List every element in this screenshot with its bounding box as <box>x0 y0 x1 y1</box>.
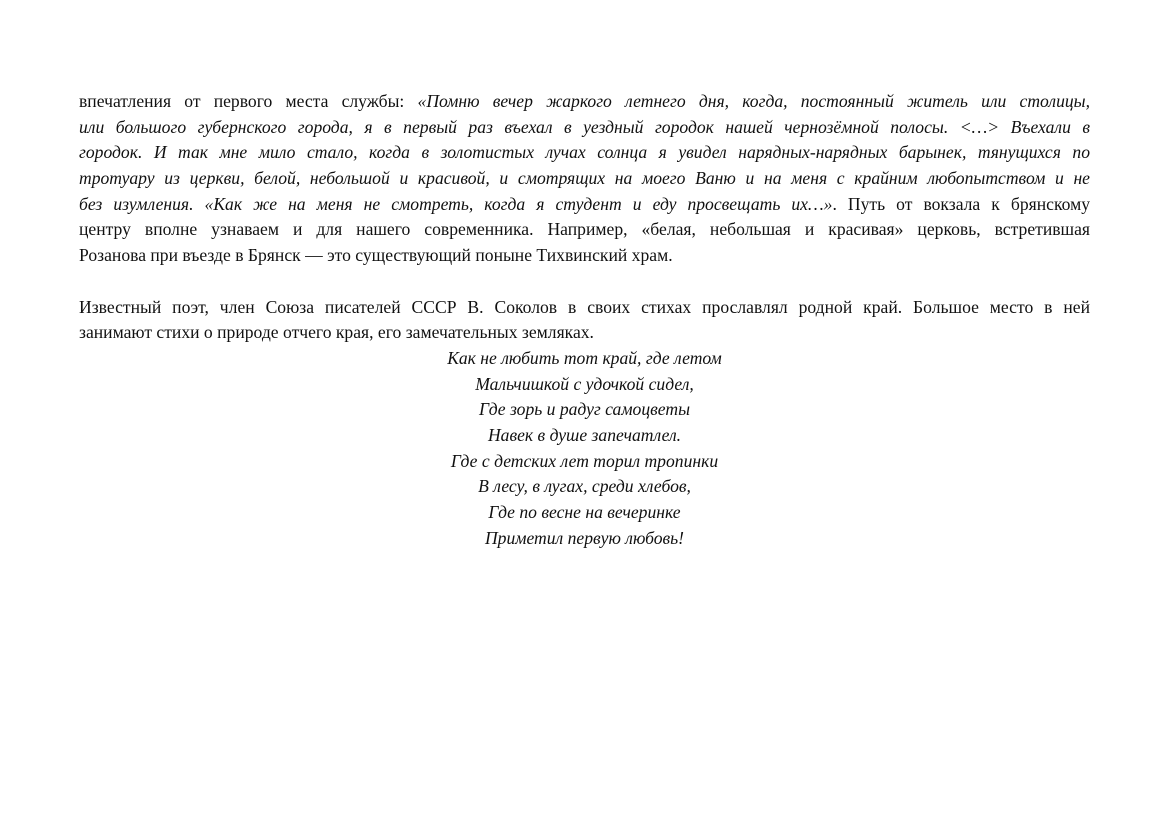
text-line <box>79 243 1090 269</box>
poem-stanza <box>79 346 1090 552</box>
poem-verse: Навек в душе запечатлел. <box>487 424 682 445</box>
poem-verse: Мальчишкой с удочкой сидел, <box>475 373 694 394</box>
poem-verse: В лесу, в лугах, среди хлебов, <box>478 476 691 497</box>
text-run-italic: городок. И так мне мило стало, когда в золотистых лучах солнца я увидел нарядных-нарядных барынек, тянущихся по <box>79 142 1090 163</box>
text-run: Розанова при въезде в Брянск — это существующий поныне Тихвинский храм. <box>79 245 673 266</box>
text-run: . Путь от вокзала к брянскому <box>832 193 1090 214</box>
paragraph-rozanov-quote <box>79 89 1090 269</box>
text-line <box>79 140 1090 166</box>
text-run-italic: без изумления. «Как же на меня не смотреть, когда я студент и еду просвещать их…» <box>79 193 833 214</box>
paragraph-spacer <box>79 269 1090 295</box>
text-line <box>79 217 1090 243</box>
poem-verse: Где с детских лет торил тропинки <box>450 450 719 471</box>
text-line: Известный поэт, член Союза писателей СССР В. Соколов в своих стихах прославлял родной край. Большое место в ней <box>79 296 1090 317</box>
poem-verse: Где зорь и радуг самоцветы <box>479 399 690 420</box>
text-line: занимают стихи о природе отчего края, его замечательных земляках. <box>79 322 594 343</box>
document-page <box>79 89 1090 551</box>
text-line <box>79 192 1090 218</box>
text-run: впечатления от первого места службы: <box>79 91 418 111</box>
text-line <box>79 89 1090 115</box>
text-run-italic: «Помню вечер жаркого летнего дня, когда, постоянный житель или столицы, <box>417 91 1090 111</box>
poem-verse: Как не любить тот край, где летом <box>447 347 722 368</box>
poem-verse: Приметил первую любовь! <box>484 527 685 548</box>
text-run-italic: тротуару из церкви, белой, небольшой и красивой, и смотрящих на моего Ваню и на меня с крайним любопытством и не <box>79 168 1090 189</box>
paragraph-sokolov <box>79 295 1090 346</box>
text-line <box>79 166 1090 192</box>
text-run: центру вполне узнаваем и для нашего современника. Например, «белая, небольшая и красивая» церковь, встретившая <box>79 219 1090 240</box>
text-run-italic: или большого губернского города, я в первый раз въехал в уездный городок нашей чернозёмной полосы. <…> Въехали в <box>79 116 1090 137</box>
poem-verse: Где по весне на вечеринке <box>488 502 681 522</box>
text-line <box>79 115 1090 141</box>
